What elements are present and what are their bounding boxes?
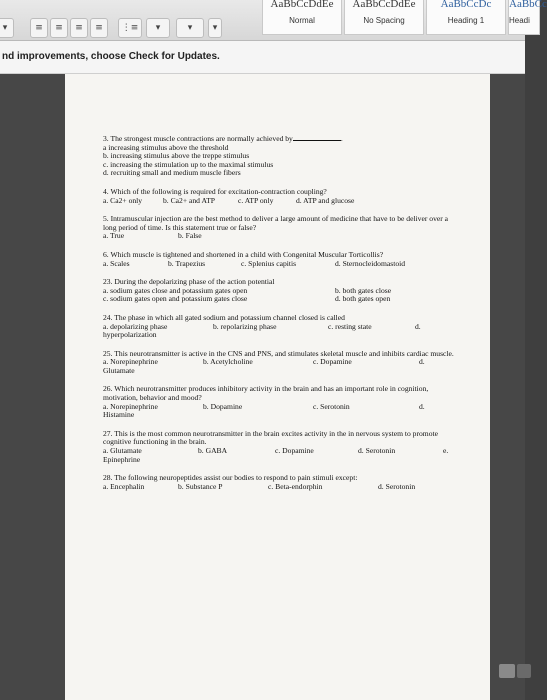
question-5: [103, 215, 463, 241]
option-d: d. Serotonin: [378, 481, 416, 491]
options-row: [103, 447, 463, 456]
style-sample: AaBbCc: [509, 0, 547, 10]
question-stem: 4. Which of the following is required for excitation-contraction coupling?: [103, 186, 327, 196]
option-d: d. both gates open: [335, 294, 391, 304]
option-d: d. recruiting small and medium muscle fibers: [103, 168, 241, 178]
option-d: d.: [419, 401, 425, 411]
option-e-text: Epinephrine: [103, 454, 141, 464]
option-b: b. GABA: [198, 446, 228, 456]
option-d: d. Sternocleidomastoid: [335, 258, 406, 268]
question-25: [103, 350, 463, 376]
option-a: a increasing stimulus above the threshold: [103, 142, 229, 152]
option-c: c. ATP only: [238, 195, 274, 205]
style-sample: AaBbCcDdEe: [352, 0, 416, 10]
question-stem: 5. Intramuscular injection are the best method to deliver a large amount of medicine that have to be deliver over a long period of time. Is this statement true or false?: [103, 214, 449, 232]
line-spacing-icon: ⋮≡: [121, 23, 139, 33]
question-26: [103, 385, 463, 419]
option-e: e.: [443, 446, 449, 456]
shading-button[interactable]: [146, 18, 170, 38]
justify-button[interactable]: [90, 18, 108, 38]
option-c: c. Splenius capitis: [241, 258, 297, 268]
option-c: c. Dopamine: [313, 357, 352, 367]
document-body: [103, 134, 463, 501]
question-stem: 23. During the depolarizing phase of the action potential: [103, 277, 275, 287]
options-row: [103, 358, 463, 367]
answer-blank: [293, 134, 341, 141]
option-b: b. Trapezius: [168, 258, 206, 268]
question-stem: 3. The strongest muscle contractions are normally achieved by .: [103, 134, 343, 143]
font-color-dropdown[interactable]: [0, 18, 14, 38]
document-canvas: [0, 74, 525, 700]
question-stem: 27. This is the most common neurotransmitter in the brain excites activity in the in nervous system to promote cognitive functioning in the brain.: [103, 428, 438, 447]
style-name: Heading 1: [447, 16, 485, 25]
option-a: a. Norepinephrine: [103, 401, 158, 411]
option-b: b. Ca2+ and ATP: [163, 195, 215, 205]
option-b: b. Acetylcholine: [203, 357, 253, 367]
update-notice-text: nd improvements, choose Check for Updates.: [2, 51, 220, 62]
option-a: a. depolarizing phase: [103, 321, 168, 331]
question-6: [103, 251, 463, 268]
line-spacing-button[interactable]: [118, 18, 142, 38]
justify-icon: ≡: [95, 23, 103, 33]
option-d-text: Histamine: [103, 410, 135, 420]
option-b: b. both gates close: [335, 285, 392, 295]
option-b: b. increasing stimulus above the treppe stimulus: [103, 151, 250, 161]
style-sample: AaBbCcDdEe: [270, 0, 334, 10]
option-a: a. sodium gates close and potassium gates open: [103, 285, 248, 295]
styles-gallery: [262, 0, 547, 40]
style-name: Headi: [509, 16, 530, 25]
option-d-text: Glutamate: [103, 365, 135, 375]
chevron-down-icon: ▾: [212, 23, 218, 33]
zoom-button[interactable]: [517, 664, 531, 678]
borders-dropdown[interactable]: [208, 18, 222, 38]
option-a: a. Encephalin: [103, 481, 145, 491]
option-b: b. Dopamine: [203, 401, 243, 411]
question-4: [103, 188, 463, 205]
option-c: c. sodium gates open and potassium gates close: [103, 294, 248, 304]
paragraph-controls: [0, 0, 250, 40]
question-28: [103, 474, 463, 491]
option-c: c. Serotonin: [313, 401, 350, 411]
question-24: [103, 314, 463, 340]
view-mode-button[interactable]: [499, 664, 515, 678]
option-a: a. Norepinephrine: [103, 357, 158, 367]
align-right-button[interactable]: [70, 18, 88, 38]
option-d: d.: [419, 357, 425, 367]
option-c: c. Beta-endorphin: [268, 481, 323, 491]
options-row: [103, 403, 463, 412]
align-center-icon: ≡: [55, 23, 63, 33]
update-notice-bar: [0, 41, 525, 74]
style-name: No Spacing: [363, 16, 405, 25]
option-a: a. True: [103, 231, 125, 241]
style-name: Normal: [289, 16, 315, 25]
borders-button[interactable]: [176, 18, 204, 38]
style-heading-2[interactable]: [508, 0, 547, 35]
options-row: [103, 197, 463, 206]
options-row: [103, 323, 463, 332]
question-stem: 28. The following neuropeptides assist our bodies to respond to pain stimuli except:: [103, 473, 358, 483]
align-right-icon: ≡: [75, 23, 83, 33]
question-stem: 24. The phase in which all gated sodium and potassium channel closed is called: [103, 312, 345, 322]
question-stem: 25. This neurotransmitter is active in the CNS and PNS, and stimulates skeletal muscle and inhibits cardiac muscle.: [103, 348, 454, 358]
style-sample: AaBbCcDc: [440, 0, 492, 10]
option-c: c. resting state: [328, 321, 372, 331]
style-normal[interactable]: [262, 0, 342, 35]
document-page[interactable]: [65, 74, 490, 700]
borders-icon: ▾: [187, 23, 193, 33]
style-no-spacing[interactable]: [344, 0, 424, 35]
question-27: [103, 430, 463, 464]
option-d: d. ATP and glucose: [296, 195, 355, 205]
question-stem: 6. Which muscle is tightened and shortened in a child with Congenital Muscular Torticollis?: [103, 249, 384, 259]
option-b: b. repolarizing phase: [213, 321, 277, 331]
align-center-button[interactable]: [50, 18, 68, 38]
option-d: d. Serotonin: [358, 446, 396, 456]
question-23: [103, 278, 463, 304]
options-row: [103, 295, 463, 304]
question-3: [103, 134, 463, 178]
ribbon-toolbar: [0, 0, 547, 41]
option-b: b. False: [178, 231, 202, 241]
question-stem: 26. Which neurotransmitter produces inhibitory activity in the brain and has an important role in cognition, motivation, behavior and mood?: [103, 384, 429, 403]
style-heading-1[interactable]: [426, 0, 506, 35]
align-left-button[interactable]: [30, 18, 48, 38]
options-row: [103, 232, 463, 241]
option-a: a. Ca2+ only: [103, 195, 143, 205]
chevron-down-icon: ▾: [2, 23, 8, 33]
option-a: a. Scales: [103, 258, 130, 268]
option-b: b. Substance P: [178, 481, 223, 491]
align-left-icon: ≡: [35, 23, 43, 33]
option-c: c. increasing the stimulation up to the maximal stimulus: [103, 159, 274, 169]
paint-bucket-icon: ▾: [155, 23, 161, 33]
option-d: d.: [415, 321, 421, 331]
options-row: [103, 260, 463, 269]
stem-text: 3. The strongest muscle contractions are normally achieved by: [103, 134, 293, 143]
option-c: c. Dopamine: [275, 446, 314, 456]
options-row: [103, 483, 463, 492]
option-d-text: hyperpolarization: [103, 330, 157, 340]
option-a: a. Glutamate: [103, 446, 142, 456]
